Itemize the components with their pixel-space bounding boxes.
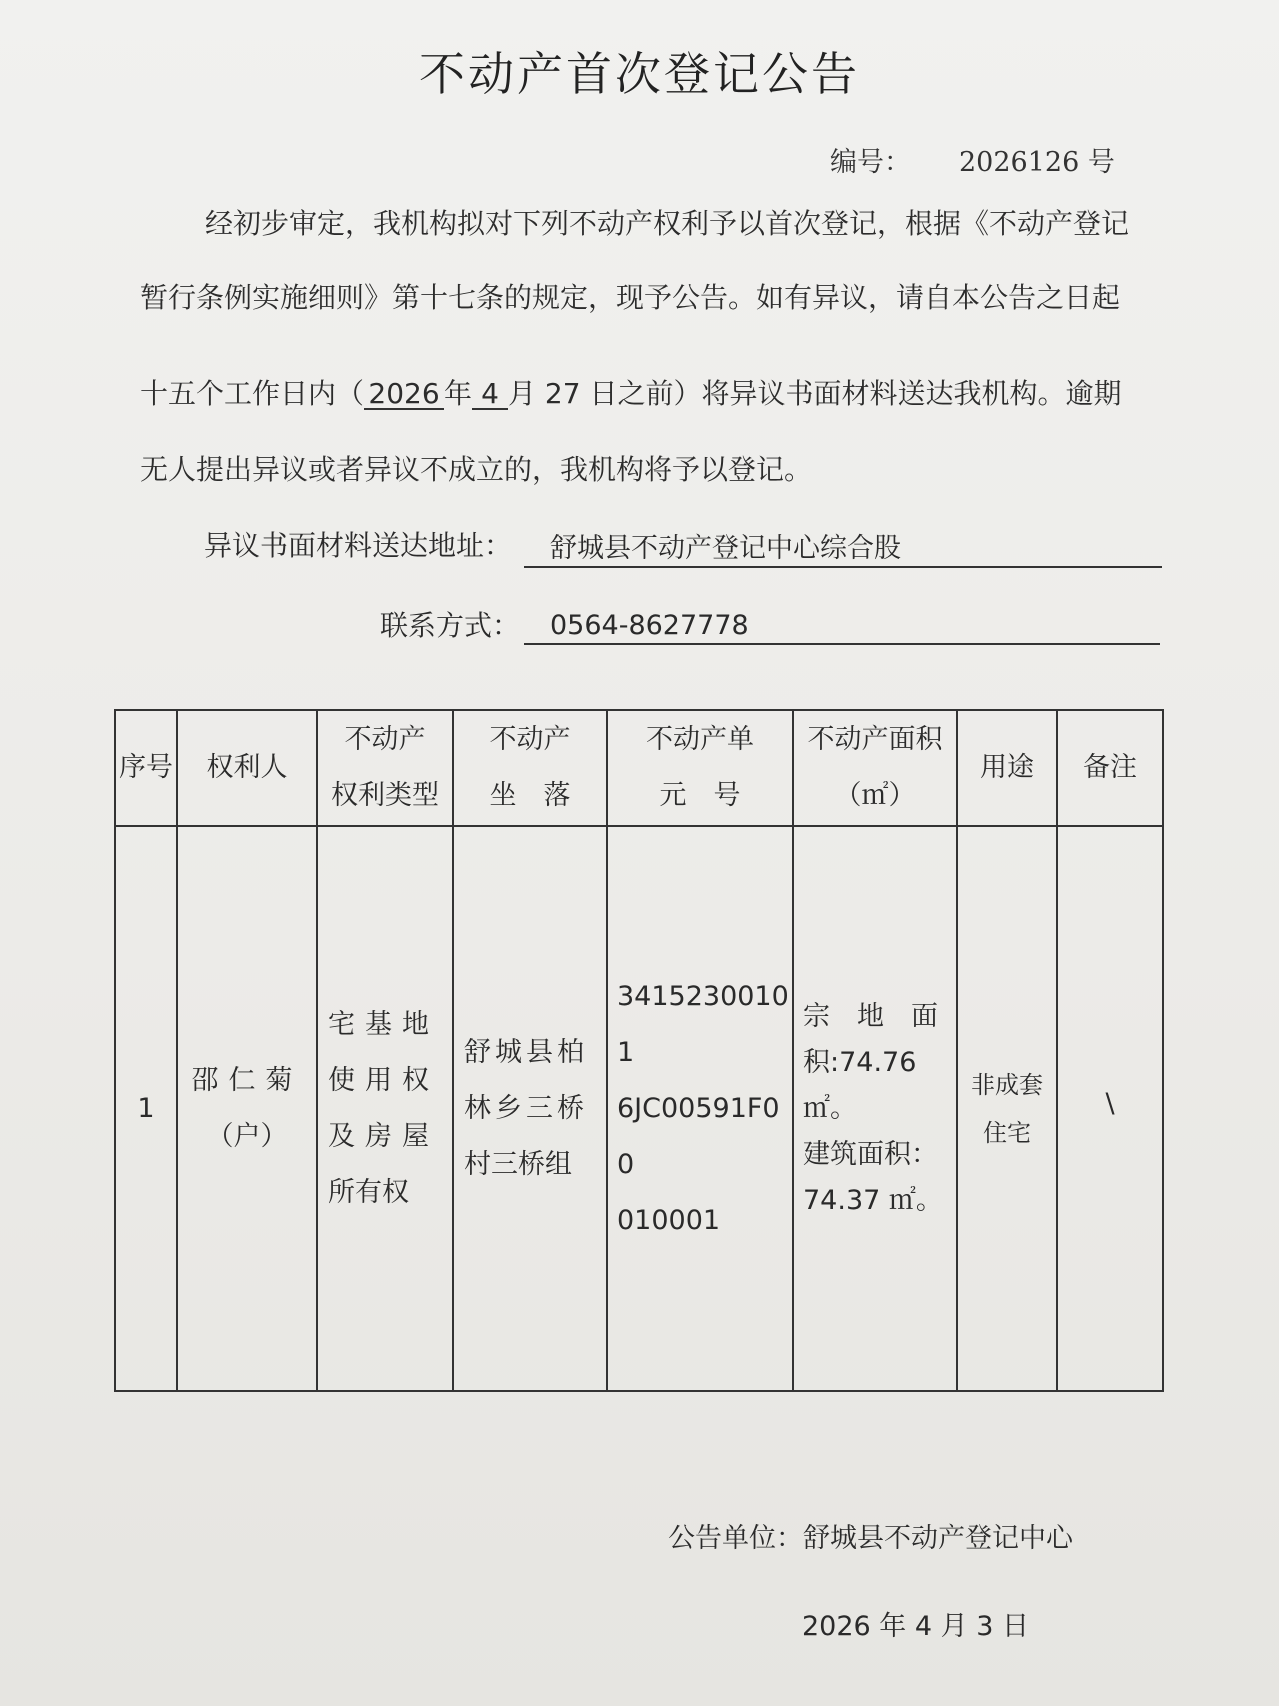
header-area bbox=[793, 710, 957, 826]
cell-right-type bbox=[317, 826, 453, 1391]
header-right-type bbox=[317, 710, 453, 826]
header-unit-1: 不动产单 bbox=[646, 724, 754, 755]
cell-loc-1: 舒城县柏 bbox=[464, 1036, 588, 1068]
deadline-year: 2026 bbox=[364, 379, 444, 410]
cell-use bbox=[957, 826, 1057, 1391]
body-line-3 bbox=[140, 372, 1121, 412]
contact-label: 联系方式： bbox=[380, 609, 521, 642]
notice-number bbox=[830, 140, 1115, 179]
header-holder: 权利人 bbox=[177, 710, 317, 826]
cell-use-2: 住宅 bbox=[983, 1118, 1031, 1147]
address-value: 舒城县不动产登记中心综合股 bbox=[524, 532, 1162, 568]
body-line-4: 无人提出异议或者异议不成立的，我机构将予以登记。 bbox=[140, 453, 813, 486]
signature bbox=[668, 1516, 1073, 1555]
cell-holder-name: 邵仁菊 bbox=[191, 1064, 303, 1096]
cell-unit-2: 6JC00591F00 bbox=[617, 1092, 780, 1180]
header-use: 用途 bbox=[957, 710, 1057, 826]
cell-location bbox=[453, 826, 607, 1391]
table-header-row bbox=[115, 710, 1163, 826]
cell-area-4: 74.37 ㎡。 bbox=[803, 1184, 943, 1216]
cell-loc-2: 林乡三桥 bbox=[464, 1092, 588, 1124]
signature-label: 公告单位： bbox=[668, 1523, 803, 1554]
address-label: 异议书面材料送达地址： bbox=[204, 529, 513, 562]
contact-value: 0564-8627778 bbox=[524, 609, 1160, 645]
cell-type-2: 使用权 bbox=[328, 1064, 439, 1096]
cell-area-1: 宗 地 面 bbox=[803, 1000, 938, 1032]
cell-area bbox=[793, 826, 957, 1391]
number-label: 编号： bbox=[830, 147, 911, 178]
header-seq: 序号 bbox=[115, 710, 177, 826]
header-right-type-1: 不动产 bbox=[344, 724, 426, 755]
cell-unit-number bbox=[607, 826, 793, 1391]
body-line-3-b: 年 bbox=[444, 377, 473, 410]
number-value: 2026126 号 bbox=[959, 147, 1115, 178]
cell-holder-household: （户） bbox=[206, 1120, 288, 1152]
page-title: 不动产首次登记公告 bbox=[419, 47, 860, 101]
notice-date: 2026 年 4 月 3 日 bbox=[802, 1611, 1029, 1642]
header-area-1: 不动产面积 bbox=[807, 724, 943, 755]
cell-type-3: 及房屋 bbox=[328, 1120, 439, 1152]
cell-seq: 1 bbox=[115, 826, 177, 1391]
cell-area-3: 建筑面积： bbox=[803, 1138, 938, 1170]
cell-holder bbox=[177, 826, 317, 1391]
registration-table bbox=[114, 709, 1164, 1392]
header-note: 备注 bbox=[1057, 710, 1163, 826]
signature-value: 舒城县不动产登记中心 bbox=[803, 1523, 1073, 1554]
cell-note: \ bbox=[1057, 826, 1163, 1391]
cell-loc-3: 村三桥组 bbox=[464, 1148, 572, 1180]
deadline-month: 4 bbox=[472, 379, 508, 410]
cell-unit-3: 010001 bbox=[617, 1204, 721, 1236]
cell-unit-1: 34152300101 bbox=[617, 980, 789, 1068]
body-line-3-c: 月 27 日之前）将异议书面材料送达我机构。逾期 bbox=[508, 377, 1122, 410]
header-location-2: 坐 落 bbox=[489, 780, 571, 811]
body-line-1: 经初步审定，我机构拟对下列不动产权利予以首次登记，根据《不动产登记 bbox=[205, 207, 1130, 240]
header-unit-number bbox=[607, 710, 793, 826]
body-line-2: 暂行条例实施细则》第十七条的规定，现予公告。如有异议，请自本公告之日起 bbox=[140, 281, 1121, 314]
cell-area-2: 积:74.76 ㎡。 bbox=[803, 1046, 917, 1124]
cell-type-1: 宅基地 bbox=[328, 1008, 439, 1040]
header-unit-2: 元 号 bbox=[659, 780, 741, 811]
header-right-type-2: 权利类型 bbox=[331, 780, 439, 811]
header-location-1: 不动产 bbox=[489, 724, 571, 755]
header-location bbox=[453, 710, 607, 826]
header-area-2: （㎡） bbox=[834, 780, 916, 811]
body-line-3-a: 十五个工作日内（ bbox=[140, 377, 365, 410]
table-row bbox=[115, 826, 1163, 1391]
cell-use-1: 非成套 bbox=[971, 1070, 1043, 1099]
cell-type-4: 所有权 bbox=[328, 1176, 409, 1208]
